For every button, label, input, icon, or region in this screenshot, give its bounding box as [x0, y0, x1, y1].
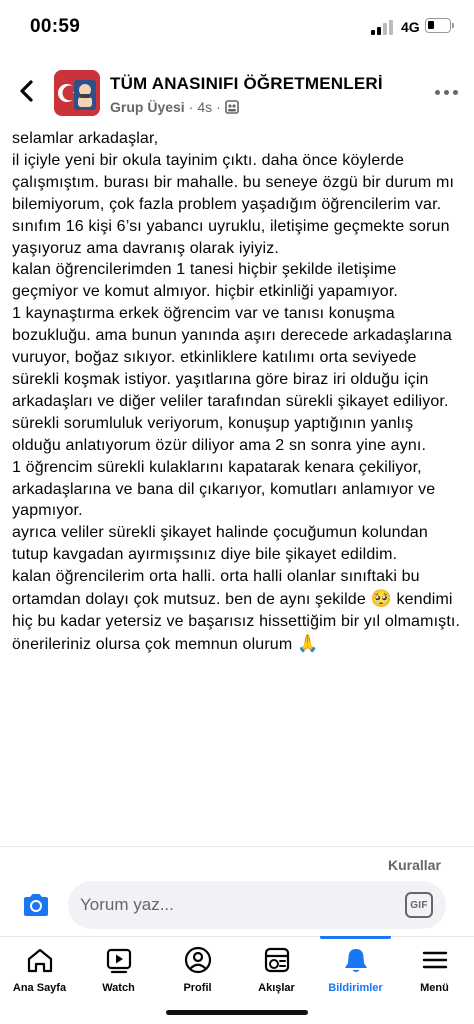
camera-button[interactable] [20, 889, 52, 921]
pleading-face-emoji: 🥺 [370, 589, 392, 609]
member-role: Grup Üyesi [110, 99, 185, 115]
menu-icon [420, 945, 450, 975]
post-text-main: selamlar arkadaşlar, il içiyle yeni bir okula tayinim çıktı. daha önce köylerde çalışmıştım. burası bir mahalle. bu seneye özgü bir durum mı bilemiyorum, çok fazla problem yaşadığım öğrencilerim var. sınıfım 16 kişi 6’sı yabancı uyruklu, iletişime geçmekte sorun yaşıyoruz ama davranış olarak iyiyiz. kalan öğrencilerimden 1 tanesi hiçbir şekilde iletişime geçmiyor ve komut almıyor. hiçbir etkinliği yapamıyor. 1 kaynaştırma erkek öğrencim var ve tanısı konuşma bozukluğu. ama bunun yanında aşırı derecede arkadaşlarına vuruyor, boğaz sıkıyor. etkinliklere katılımı orta seviyede sürekli koşmak istiyor. yaşıtlarına göre biraz iri olduğu için arkadaşları ve diğer veliler tarafından sürekli şikayet ediliyor. sürekli sorumluluk veriyorum, konuşup yaptığının yanlış olduğu anlatıyorum özür diliyor ama 2 sn sonra yine aynı. 1 öğrencim sürekli kulaklarını kapatarak kenara çekiliyor, arkadaşlarına ve bana dil çıkarıyor, komutları anlamıyor ve yapmıyor. ayrıca veliler sürekli şikayet halinde çocuğumun kolundan tutup kavgadan ayırmışsınız diye bile şikayet edildim. kalan öğrencilerim orta halli. orta halli olanlar sınıftaki bu ortamdan dolayı çok mutsuz. ben de aynı şekilde [12, 130, 455, 609]
more-options-button[interactable] [432, 82, 460, 102]
tab-notifications[interactable] [316, 937, 395, 999]
group-title[interactable]: TÜM ANASINIFI ÖĞRETMENLERİ [110, 74, 383, 93]
member-badge-icon [225, 100, 239, 114]
post-meta [110, 98, 239, 116]
battery-icon [425, 18, 451, 33]
tab-label: Akışlar [258, 982, 295, 994]
comment-input[interactable] [80, 893, 380, 917]
group-avatar-image [54, 70, 100, 116]
tab-profile[interactable] [158, 937, 237, 999]
back-button[interactable] [14, 76, 42, 106]
home-indicator[interactable] [166, 1010, 308, 1015]
folded-hands-emoji: 🙏 [296, 633, 319, 653]
feeds-icon [262, 945, 292, 975]
back-arrow-icon [14, 76, 42, 106]
rules-link[interactable]: Kurallar [388, 857, 441, 873]
meta-separator: · [188, 99, 194, 115]
network-type: 4G [401, 19, 420, 35]
status-time: 00:59 [30, 16, 81, 37]
tab-feeds[interactable] [237, 937, 316, 999]
video-icon [104, 945, 134, 975]
post-body [12, 128, 464, 656]
tab-label: Bildirimler [328, 982, 383, 994]
bell-icon [341, 945, 371, 975]
home-icon [25, 945, 55, 975]
post-time[interactable]: 4s [197, 99, 213, 115]
divider [0, 846, 474, 847]
tab-label: Ana Sayfa [12, 982, 67, 994]
post-text-ending: kendimi hiç bu kadar yetersiz ve başarısız hissettiğim bir yıl olmamıştı. önerileriniz olursa çok memnun olurum [12, 591, 461, 653]
gif-button[interactable]: GIF [405, 892, 433, 918]
tab-home[interactable] [0, 937, 79, 999]
tab-label: Profil [183, 982, 212, 994]
group-avatar[interactable] [54, 70, 100, 116]
more-dots-icon [435, 90, 440, 95]
post-header [0, 64, 474, 122]
tab-watch[interactable] [79, 937, 158, 999]
tab-label: Menü [420, 982, 449, 994]
tab-menu[interactable] [395, 937, 474, 999]
bottom-tab-bar [0, 936, 474, 998]
status-bar [0, 0, 474, 58]
signal-icon [371, 19, 397, 35]
tab-label: Watch [102, 982, 135, 994]
camera-icon [20, 889, 52, 921]
post-text [12, 128, 464, 656]
meta-separator-2: · [216, 99, 221, 115]
profile-icon [183, 945, 213, 975]
comment-box[interactable] [68, 881, 446, 929]
